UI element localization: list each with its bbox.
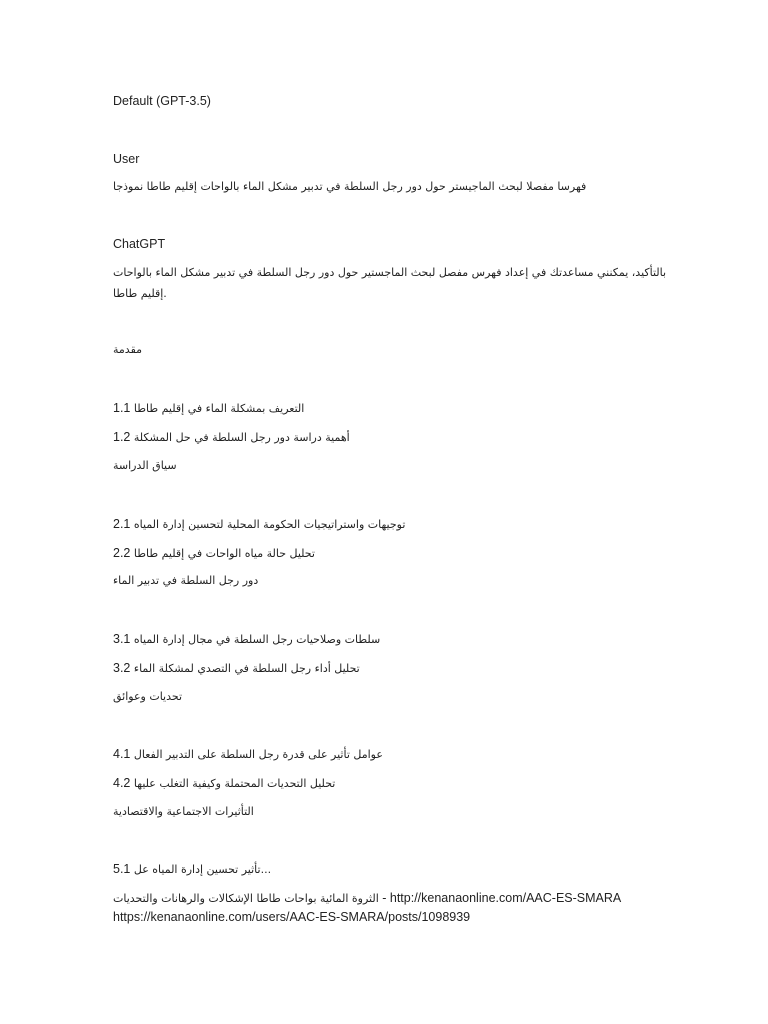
document-title: Default (GPT-3.5) xyxy=(113,94,211,108)
source-reference xyxy=(113,889,621,908)
section-intro: مقدمة xyxy=(113,343,143,356)
source-url-link[interactable]: https://kenanaonline.com/users/AAC-ES-SMARA/posts/1098939 xyxy=(113,910,471,924)
toc-item: 4.1 عوامل تأثير على قدرة رجل السلطة على التدبير الفعال xyxy=(113,747,383,761)
toc-heading: التأثيرات الاجتماعية والاقتصادية xyxy=(113,805,254,818)
toc-item: 3.1 سلطات وصلاحيات رجل السلطة في مجال إدارة المياه xyxy=(113,632,381,646)
assistant-message-line-2: .إقليم طاطا xyxy=(113,287,167,300)
source-link[interactable]: http://kenanaonline.com/AAC-ES-SMARA xyxy=(389,891,622,905)
toc-item: 4.2 تحليل التحديات المحتملة وكيفية التغلب عليها xyxy=(113,776,336,790)
toc-item: 2.2 تحليل حالة مياه الواحات في إقليم طاطا xyxy=(113,546,315,560)
toc-heading: دور رجل السلطة في تدبير الماء xyxy=(113,574,259,587)
toc-item: 5.1 ...تأثير تحسين إدارة المياه عل xyxy=(113,862,272,876)
toc-item: 1.1 التعريف بمشكلة الماء في إقليم طاطا xyxy=(113,401,305,415)
toc-item: 2.1 توجيهات واستراتيجيات الحكومة المحلية لتحسين إدارة المياه xyxy=(113,517,406,531)
user-label: User xyxy=(113,152,140,166)
user-message: فهرسا مفصلا لبحث الماجيستر حول دور رجل السلطة في تدبير مشكل الماء بالواحات إقليم طاطا نموذجا xyxy=(113,180,587,193)
toc-item: 1.2 أهمية دراسة دور رجل السلطة في حل المشكلة xyxy=(113,430,350,444)
assistant-message-line-1: بالتأكيد، يمكنني مساعدتك في إعداد فهرس مفصل لبحث الماجستير حول دور رجل السلطة في تدبير مشكل الماء بالواحات xyxy=(113,266,667,279)
assistant-label: ChatGPT xyxy=(113,237,166,251)
toc-heading: سياق الدراسة xyxy=(113,459,177,472)
source-title: الثروة المائية بواحات طاطا الإشكالات والرهانات والتحديات xyxy=(113,892,379,905)
toc-heading: تحديات وعوائق xyxy=(113,690,183,703)
source-dash: - xyxy=(378,891,390,905)
toc-item: 3.2 تحليل أداء رجل السلطة في التصدي لمشكلة الماء xyxy=(113,661,360,675)
